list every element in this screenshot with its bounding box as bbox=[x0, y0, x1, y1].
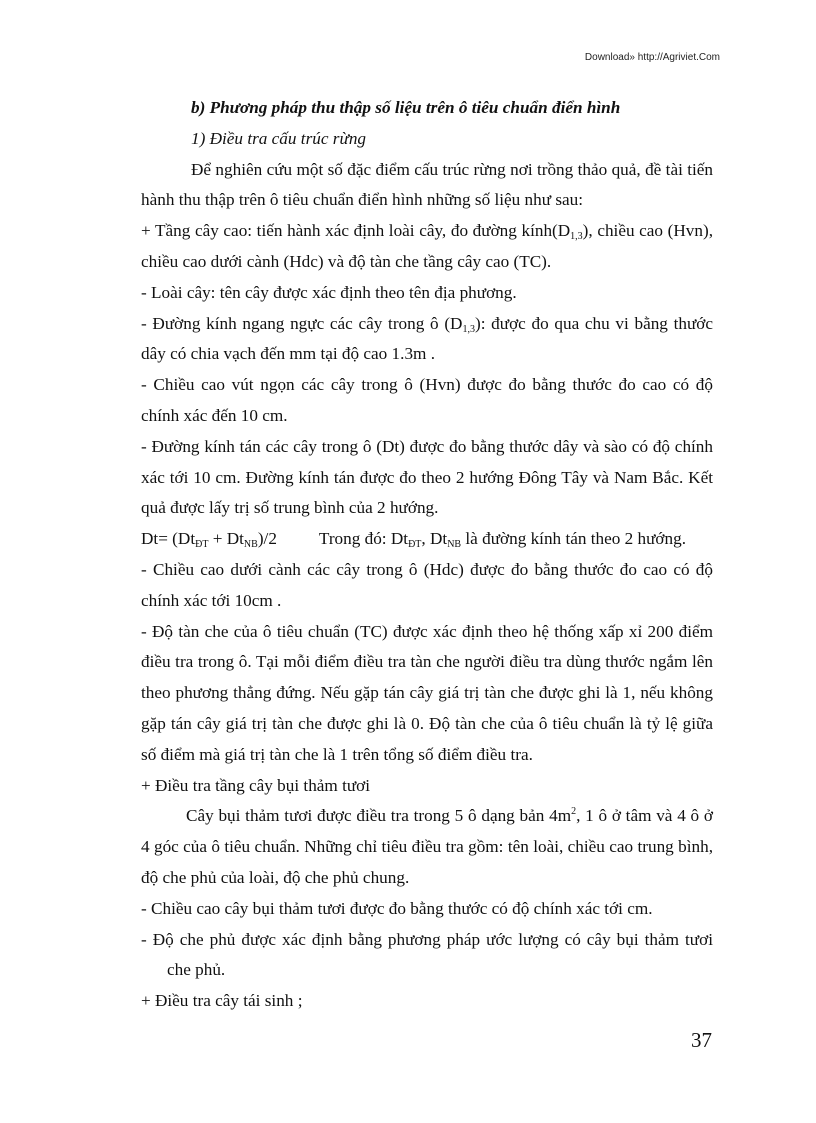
paragraph-cay-bui-heading: + Điều tra tầng cây bụi thảm tươi bbox=[141, 775, 371, 795]
subscript: ĐT bbox=[195, 539, 209, 551]
paragraph-tang-cay-cao bbox=[141, 216, 713, 278]
paragraph-cay-bui-chieu-cao: - Chiều cao cây bụi thảm tươi được đo bằng thước có độ chính xác tới cm. bbox=[141, 898, 653, 918]
paragraph-tai-sinh: + Điều tra cây tái sinh ; bbox=[141, 991, 303, 1011]
paragraph-chieu-cao: - Chiều cao vút ngọn các cây trong ô (Hvn) được đo bằng thước đo cao có độ chính xác đến 10 cm. bbox=[141, 375, 713, 425]
formula-text: + Dt bbox=[208, 529, 244, 549]
formula-text: , Dt bbox=[421, 529, 448, 549]
paragraph-duong-kinh bbox=[141, 309, 713, 371]
download-header: Download» http://Agriviet.Com bbox=[584, 52, 720, 63]
paragraph-hdc: - Chiều cao dưới cành các cây trong ô (Hdc) được đo bằng thước đo cao có độ chính xác tới 10cm . bbox=[141, 559, 713, 610]
section-title: b) Phương pháp thu thập số liệu trên ô tiêu chuẩn điển hình bbox=[191, 98, 621, 117]
paragraph-tan-che: - Độ tàn che của ô tiêu chuẩn (TC) được xác định theo hệ thống xấp xỉ 200 điểm điều tra trong ô. Tại mỗi điểm điều tra tàn che người điều tra dùng thước ngắm lên theo phương thẳng đứng. Nếu gặp tán cây giá trị tàn che được ghi là 1, nếu không gặp tán cây giá trị tàn che được ghi là 0. Độ tàn che của ô tiêu chuẩn là tỷ lệ giữa số điểm mà giá trị tàn che là 1 trên tổng số điểm điều tra. bbox=[141, 621, 713, 764]
paragraph-duong-kinh-tan: - Đường kính tán các cây trong ô (Dt) được đo bằng thước dây và sào có độ chính xác tới 10 cm. Đường kính tán được đo theo 2 hướng Đông Tây và Nam Bắc. Kết quả được lấy trị số trung bình của 2 hướng. bbox=[141, 436, 713, 518]
formula-text: Dt= (Dt bbox=[141, 529, 196, 549]
text-part: ): được đo qua chu vi bằng thước dây có chia vạch đến mm tại độ cao 1.3m . bbox=[141, 313, 713, 364]
subscript: NB bbox=[447, 539, 462, 551]
page-number: 37 bbox=[691, 1028, 712, 1052]
text-part: ), chiều cao (Hvn), chiều cao dưới cành (Hdc) và độ tàn che tầng cây cao (TC). bbox=[141, 221, 713, 271]
text-part: + Tầng cây cao: tiến hành xác định loài cây, đo đường kính(D bbox=[141, 221, 571, 241]
paragraph-intro: Để nghiên cứu một số đặc điểm cấu trúc rừng nơi trồng thảo quả, đề tài tiến hành thu thập trên ô tiêu chuẩn điển hình những số liệu như sau: bbox=[141, 159, 713, 210]
text-part: - Đường kính ngang ngực các cây trong ô (D bbox=[141, 313, 463, 333]
formula-text: Trong đó: Dt bbox=[318, 529, 409, 549]
paragraph-cay-bui bbox=[141, 801, 713, 893]
text-part: Cây bụi thảm tươi được điều tra trong 5 ô dạng bản 4m bbox=[186, 806, 572, 826]
superscript: 2 bbox=[571, 806, 577, 818]
paragraph-loai-cay: - Loài cây: tên cây được xác định theo tên địa phương. bbox=[141, 282, 517, 302]
text-part: , 1 ô ở tâm và 4 ô ở 4 góc của ô tiêu chuẩn. Những chỉ tiêu điều tra gồm: tên loài, chiều cao trung bình, độ che phủ của loài, độ che phủ chung. bbox=[141, 806, 713, 887]
subscript: ĐT bbox=[408, 539, 422, 551]
subscript: 1,3 bbox=[462, 323, 475, 335]
formula-text: là đường kính tán theo 2 hướng. bbox=[461, 529, 686, 549]
document-body bbox=[141, 93, 713, 1017]
subsection-title: 1) Điều tra cấu trúc rừng bbox=[191, 128, 367, 148]
subscript: 1,3 bbox=[570, 231, 583, 243]
paragraph-che-phu: - Độ che phủ được xác định bằng phương pháp ước lượng có cây bụi thảm tươi che phủ. bbox=[141, 929, 713, 980]
formula-line bbox=[141, 524, 713, 555]
formula-text: )/2 bbox=[257, 529, 277, 549]
subscript: NB bbox=[243, 539, 258, 551]
